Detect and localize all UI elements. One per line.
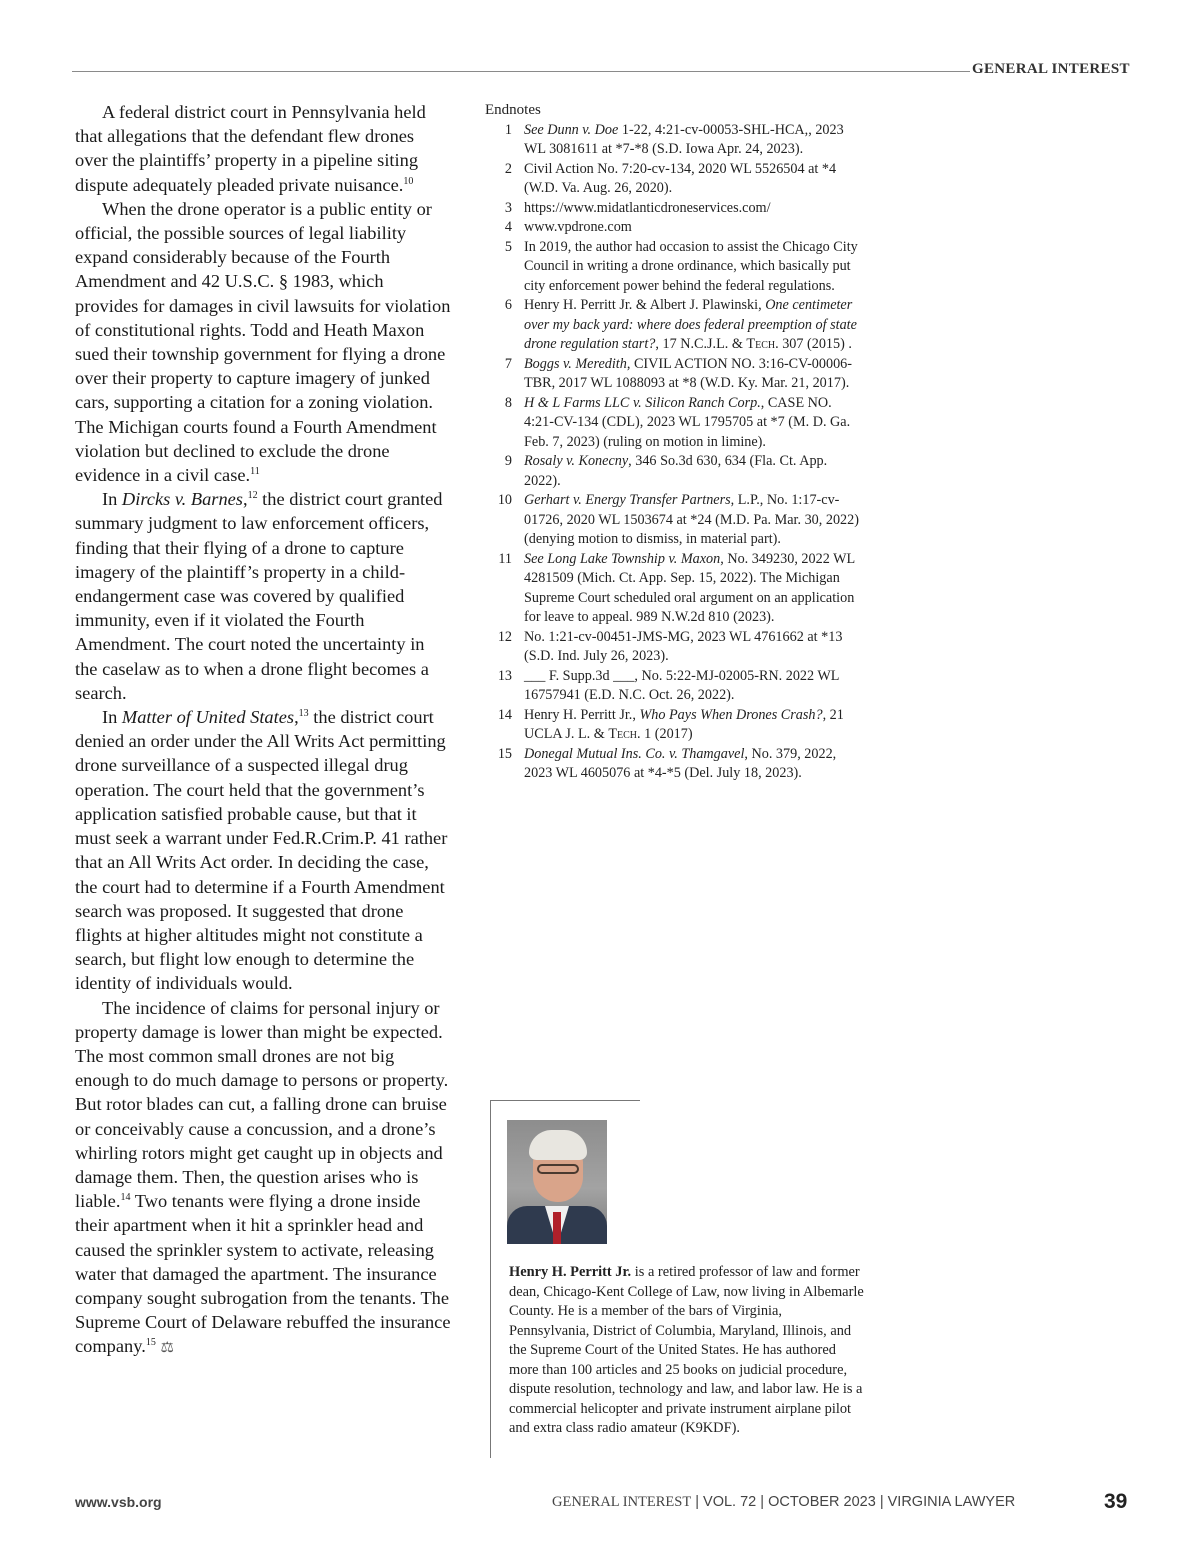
endnote-item: 6 Henry H. Perritt Jr. & Albert J. Plawinski, One centimeter over my back yard: where does federal preemption of state drone regulation start?, 17 N.C.J.L. & Tech. 307 (2015) . bbox=[504, 297, 857, 352]
case-name: Matter of United States bbox=[121, 707, 295, 728]
paragraph-2: When the drone operator is a public entity or official, the possible sources of legal liability expand considerably because of the Fourth Amendment and 42 U.S.C. § 1983, which provides for damages in civil lawsuits for violation of constitutional rights. Todd and Heath Maxon sued their township government for flying a drone over their property to capture imagery of junked cars, supporting a citation for a zoning violation. The Michigan courts found a Fourth Amendment violation but declined to exclude the drone evidence in a civil case.$^{11}$ bbox=[75, 198, 451, 486]
endnote-item: 4 www.vpdrone.com bbox=[485, 218, 865, 238]
endnote-item: 3 https://www.midatlanticdroneservices.com/ bbox=[485, 199, 865, 219]
case-name: Dircks v. Barnes bbox=[121, 489, 243, 510]
endnote-item: 5 In 2019, the author had occasion to assist the Chicago City Council in writing a drone ordinance, which basically put city enforcement power behind the federal regulations. bbox=[504, 238, 858, 294]
page-number: 39 bbox=[1104, 1490, 1128, 1513]
endnote-item: 2 Civil Action No. 7:20-cv-134, 2020 WL 5526504 at *4 (W.D. Va. Aug. 26, 2020). bbox=[504, 160, 837, 196]
endnote-item: 14 Henry H. Perritt Jr., Who Pays When Drones Crash?, 21 UCLA J. L. & Tech. 1 (2017) bbox=[497, 706, 844, 742]
endnote-ref-15[interactable]: 15 bbox=[145, 1337, 156, 1349]
author-bio: Henry H. Perritt Jr. is a retired professor of law and former dean, Chicago-Kent College of Law, now living in Albemarle County. He is a member of the bars of Virginia, Pennsylvania, District of Columbia, Maryland, Illinois, and the Supreme Court of the United States. He has authored more than 100 articles and 25 books on judicial procedure, dispute resolution, technology and law, and labor law. He is a commercial helicopter and private instrument airplane pilot and extra class radio amateur (K9KDF). bbox=[509, 1264, 864, 1436]
endnote-ref-11[interactable]: 11 bbox=[250, 465, 260, 477]
paragraph-3: In Dircks v. Barnes,$^{12}$ the district court granted summary judgment to law enforcement officers, finding that their flying of a drone to capture imagery of the plaintiff’s property in a child-endangerment case was covered by qualified immunity, even if it violated the Fourth Amendment. The court noted the uncertainty in the caselaw as to when a drone flight becomes a search. bbox=[75, 489, 443, 703]
endnote-item: 8 H & L Farms LLC v. Silicon Ranch Corp., CASE NO. 4:21-CV-134 (CDL), 2023 WL 1795705 at *7 (M. D. Ga. Feb. 7, 2023) (ruling on motion in limine). bbox=[504, 394, 851, 450]
paragraph-5: The incidence of claims for personal injury or property damage is lower than might be expected. The most common small drones are not big enough to do much damage to persons or property. But rotor blades can cut, a falling drone can bruise or conceivably cause a concussion, and a drone’s whirling rotors might get caught up in objects and damage them. Then, the question arises who is liable.$^{14}$ Two tenants were flying a drone inside their apartment when it hit a sprinkler head and caused the sprinkler system to activate, releasing water that damaged the apartment. The insurance company sought subrogation from the tenants. The Supreme Court of Delaware rebuffed the insurance company.$^{15}$ ⚖ bbox=[75, 997, 451, 1357]
footer-publication-info: GENERAL INTEREST | VOL. 72 | OCTOBER 2023 | VIRGINIA LAWYER bbox=[552, 1494, 1016, 1510]
scales-of-justice-icon: ⚖ bbox=[160, 1340, 174, 1357]
endnotes-title: Endnotes bbox=[485, 102, 541, 118]
bio-divider-top bbox=[490, 1100, 640, 1101]
endnote-item: 12 No. 1:21-cv-00451-JMS-MG, 2023 WL 4761662 at *13 (S.D. Ind. July 26, 2023). bbox=[497, 628, 843, 664]
endnote-item: 13 ___ F. Supp.3d ___, No. 5:22-MJ-02005-RN. 2022 WL 16757941 (E.D. N.C. Oct. 26, 2022). bbox=[497, 667, 839, 703]
endnote-item: 1 See Dunn v. Doe 1-22, 4:21-cv-00053-SHL-HCA,, 2023 WL 3081611 at *7-*8 (S.D. Iowa Apr. 24, 2023). bbox=[504, 121, 844, 157]
paragraph-1: A federal district court in Pennsylvania held that allegations that the defendant flew drones over the plaintiffs’ property in a pipeline siting dispute adequately pleaded private nuisance.$^{10}$ bbox=[75, 102, 426, 195]
endnote-item: 15 Donegal Mutual Ins. Co. v. Thamgavel, No. 379, 2022, 2023 WL 4605076 at *4-*5 (Del. July 18, 2023). bbox=[497, 745, 837, 781]
header-rule bbox=[72, 71, 970, 72]
endnotes bbox=[485, 101, 865, 784]
paragraph-4: In Matter of United States,$^{13}$ the district court denied an order under the All Writs Act permitting drone surveillance of a suspected illegal drug operation. The court held that the government’s application satisfied probable cause, but that it must seek a warrant under Fed.R.Crim.P. 41 rather that an All Writs Act order. In deciding the case, the court had to determine if a Fourth Amendment search was proposed. It suggested that drone flights at higher altitudes might not constitute a search, but flight low enough to determine the identity of individuals would. bbox=[75, 707, 448, 994]
author-photo bbox=[507, 1120, 607, 1244]
endnote-ref-13[interactable]: 13 bbox=[298, 707, 309, 719]
endnotes-list bbox=[485, 121, 865, 784]
footer-url-link[interactable]: www.vsb.org bbox=[75, 1494, 162, 1510]
endnote-item: 11 See Long Lake Township v. Maxon, No. 349230, 2022 WL 4281509 (Mich. Ct. App. Sep. 15, 2022). The Michigan Supreme Court scheduled oral argument on an application for leave to appeal. 989 N.W.2d 810 (2023). bbox=[498, 550, 855, 625]
article-body bbox=[75, 100, 451, 1361]
endnote-item: 7 Boggs v. Meredith, CIVIL ACTION NO. 3:16-CV-00006-TBR, 2017 WL 1088093 at *8 (W.D. Ky. Mar. 21, 2017). bbox=[504, 355, 852, 391]
endnote-ref-12[interactable]: 12 bbox=[247, 490, 258, 502]
endnote-item: 10 Gerhart v. Energy Transfer Partners, L.P., No. 1:17-cv-01726, 2020 WL 1503674 at *24 (M.D. Pa. Mar. 30, 2022) (denying motion to dismiss, in material part). bbox=[497, 492, 859, 547]
endnote-link[interactable]: www.vpdrone.com bbox=[524, 219, 632, 235]
author-name: Henry H. Perritt Jr. bbox=[509, 1264, 632, 1280]
section-label: GENERAL INTEREST bbox=[972, 61, 1130, 77]
endnote-ref-10[interactable]: 10 bbox=[403, 175, 414, 187]
endnote-item: 9 Rosaly v. Konecny, 346 So.3d 630, 634 (Fla. Ct. App. 2022). bbox=[504, 453, 828, 489]
bio-divider-left bbox=[490, 1100, 491, 1458]
endnote-ref-14[interactable]: 14 bbox=[120, 1192, 131, 1204]
endnote-link[interactable]: https://www.midatlanticdroneservices.com/ bbox=[524, 199, 771, 216]
